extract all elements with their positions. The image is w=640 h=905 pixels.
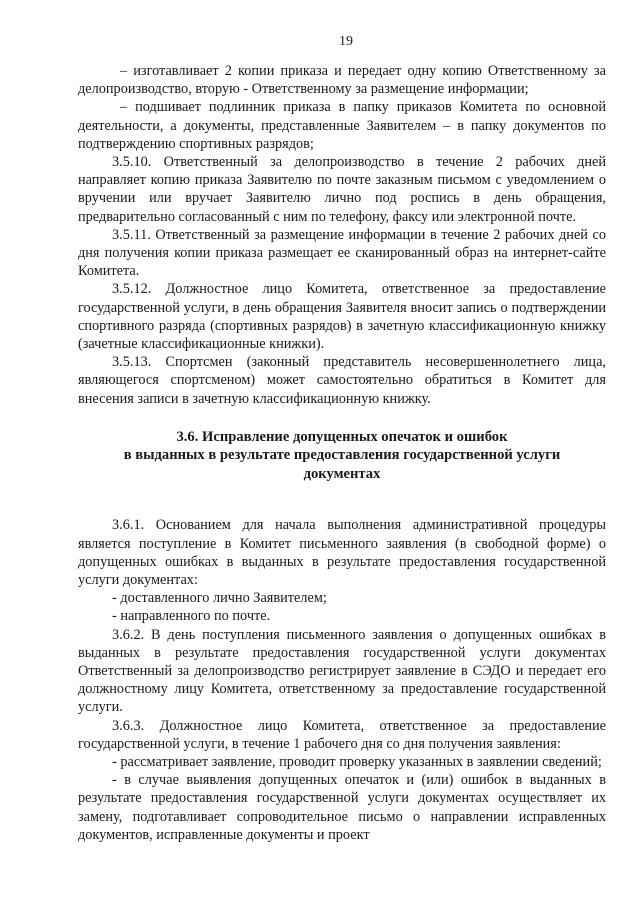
paragraph-3-5-13: 3.5.13. Спортсмен (законный представитель несовершеннолетнего лица, являющегося спортсменом) может самостоятельно обратиться в Комитет для внесения записи в зачетную классификационную книжку.	[78, 354, 606, 407]
heading-line-2: в выданных в результате предоставления государственной услуги	[123, 447, 561, 464]
paragraph-3-5-11: 3.5.11. Ответственный за размещение информации в течение 2 рабочих дней со дня получения копии приказа размещает ее сканированный образ на интернет-сайте Комитета.	[78, 226, 606, 280]
heading-line-3: документах	[303, 465, 381, 482]
list-item-mailed: - направленного по почте.	[112, 608, 271, 625]
paragraph-3-6-2: 3.6.2. В день поступления письменного заявления о допущенных ошибках в выданных в результате предоставления государственной услуги документах Ответственный за делопроизводство регистрирует заявление в СЭДО и передает его должностному лицу Комитета, ответственному за предоставление государственной услуги.	[78, 626, 606, 716]
paragraph-dash-filing: – подшивает подлинник приказа в папку приказов Комитета по основной деятельности, а документы, представленные Заявителем – в папку документов по подтверждению спортивных разрядов;	[78, 99, 606, 152]
section-heading-3-6	[78, 428, 606, 484]
heading-line-1: 3.6. Исправление допущенных опечаток и ошибок	[176, 428, 508, 445]
list-item-delivered: - доставленного лично Заявителем;	[112, 590, 327, 607]
paragraph-3-5-12: 3.5.12. Должностное лицо Комитета, ответственное за предоставление государственной услуги, в день обращения Заявителя вносит запись о подтверждении спортивного разряда (спортивных разрядов) в зачетную классификационную книжку (зачетные классификационные книжки).	[78, 281, 606, 353]
list-item-review: - рассматривает заявление, проводит проверку указанных в заявлении сведений;	[112, 754, 602, 770]
paragraph-3-6-3: 3.6.3. Должностное лицо Комитета, ответственное за предоставление государственной услуги, в течение 1 рабочего дня со дня получения заявления:	[78, 717, 606, 752]
paragraph-3-6-1: 3.6.1. Основанием для начала выполнения административной процедуры является поступление в Комитет письменного заявления (в свободной форме) о допущенных ошибках в выданных в результате предоставления государственной услуги документах:	[78, 517, 606, 588]
section-3-5-continuation	[78, 62, 606, 408]
paragraph-3-5-10: 3.5.10. Ответственный за делопроизводство в течение 2 рабочих дней направляет копию приказа Заявителю по почте заказным письмом с уведомлением о вручении или вручает Заявителю лично под роспись в день обращения, предварительно согласованный с ним по телефону, факсу или электронной почте.	[78, 154, 606, 225]
section-3-6-body	[78, 516, 606, 844]
page-number: 19	[339, 34, 353, 49]
list-item-correction: - в случае выявления допущенных опечаток и (или) ошибок в выданных в результате предоставления государственной услуги документах осуществляет их замену, подготавливает сопроводительное письмо о направлении исправленных документов, исправленные документы и проект	[78, 772, 606, 843]
paragraph-dash-copies: – изготавливает 2 копии приказа и передает одну копию Ответственному за делопроизводство, вторую - Ответственному за размещение информации;	[78, 63, 606, 98]
